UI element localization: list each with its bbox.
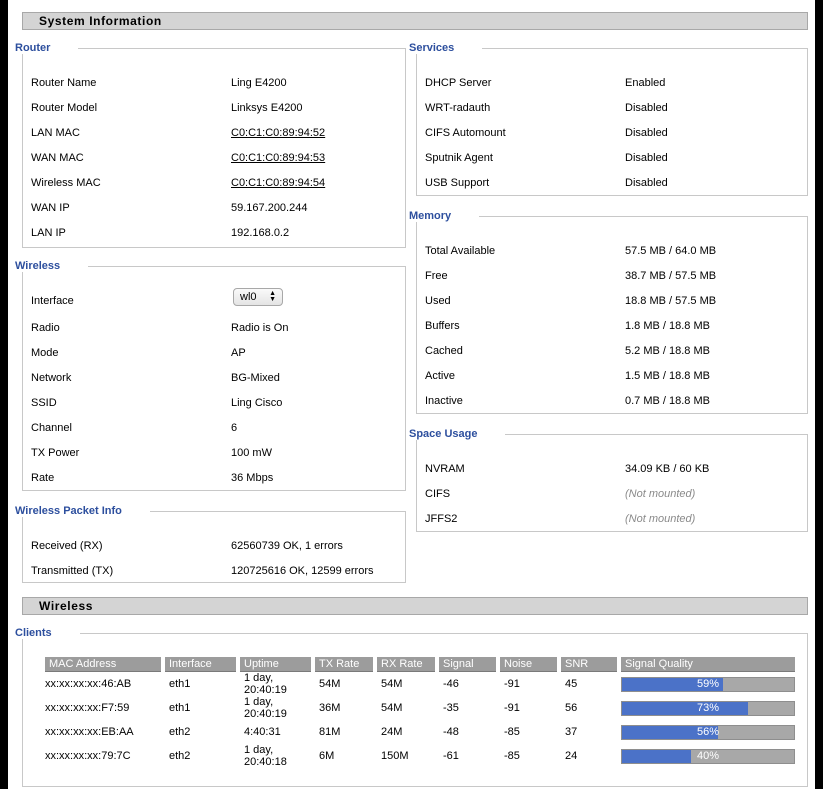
service-row [425, 102, 803, 127]
info-label: WAN IP [31, 202, 70, 214]
client-signal-text: -61 [443, 750, 459, 762]
memory-panel [409, 210, 808, 414]
service-row [425, 77, 803, 102]
client-rx-rate [377, 744, 435, 768]
info-label: Radio [31, 322, 60, 334]
info-label: Channel [31, 422, 72, 434]
info-label: Network [31, 372, 72, 384]
interface-select-value: wl0 [240, 291, 257, 303]
system-info-header: System Information [22, 12, 808, 30]
client-signal-text: -46 [443, 678, 459, 690]
services-panel [409, 42, 808, 196]
info-value: 100 mW [231, 447, 272, 459]
client-interface [165, 744, 236, 768]
signal-quality-label: 40% [696, 749, 720, 762]
client-snr [561, 720, 617, 744]
client-row [45, 720, 795, 744]
client-signal-quality [621, 720, 795, 744]
signal-quality-bar [621, 725, 795, 740]
signal-quality-label: 73% [696, 701, 720, 714]
info-value: (Not mounted) [625, 513, 696, 525]
info-value: 59.167.200.244 [231, 202, 308, 214]
client-rx-rate [377, 696, 435, 720]
router-row [31, 127, 401, 152]
mac-address-link[interactable]: C0:C1:C0:89:94:52 [231, 127, 326, 139]
signal-quality-label: 59% [696, 677, 720, 690]
router-legend: Router [15, 42, 78, 54]
wireless-legend: Wireless [15, 260, 88, 272]
interface-select[interactable] [233, 288, 283, 306]
mac-address-link[interactable]: C0:C1:C0:89:94:54 [231, 177, 326, 189]
client-mac [45, 720, 161, 744]
client-tx-rate-text: 54M [319, 678, 341, 690]
info-value: Ling Cisco [231, 397, 283, 409]
info-value: (Not mounted) [625, 488, 696, 500]
client-noise [500, 696, 557, 720]
client-mac-text: xx:xx:xx:xx:46:AB [45, 678, 132, 690]
info-label: TX Power [31, 447, 80, 459]
router-row [31, 77, 401, 102]
client-interface-text: eth1 [169, 678, 191, 690]
client-rx-rate-text: 54M [381, 678, 403, 690]
info-label: LAN IP [31, 227, 66, 239]
client-mac [45, 744, 161, 768]
info-value: BG-Mixed [231, 372, 280, 384]
client-signal-quality [621, 744, 795, 768]
client-noise-text: -91 [504, 678, 520, 690]
client-tx-rate [315, 720, 373, 744]
client-signal-text: -48 [443, 726, 459, 738]
client-rx-rate-text: 54M [381, 702, 403, 714]
space-panel [409, 428, 808, 532]
info-label: WAN MAC [31, 152, 84, 164]
memory-row [425, 245, 803, 270]
client-row [45, 696, 795, 720]
info-label: Active [425, 370, 455, 382]
wireless-row [31, 422, 401, 447]
memory-row [425, 395, 803, 420]
info-label: Free [425, 270, 448, 282]
col-header-signal-quality[interactable]: Signal Quality [621, 657, 795, 672]
packet-row [31, 565, 401, 590]
client-tx-rate-text: 6M [319, 750, 335, 762]
info-label: LAN MAC [31, 127, 80, 139]
client-noise [500, 744, 557, 768]
client-snr [561, 696, 617, 720]
info-label: Cached [425, 345, 463, 357]
client-noise-text: -85 [504, 726, 520, 738]
info-label: Transmitted (TX) [31, 565, 114, 577]
info-value: 192.168.0.2 [231, 227, 290, 239]
wireless-panel [15, 260, 406, 491]
client-mac [45, 672, 161, 696]
info-value: AP [231, 347, 246, 359]
space-row [425, 488, 803, 513]
router-row [31, 227, 401, 252]
info-value: Disabled [625, 177, 668, 189]
info-label: Sputnik Agent [425, 152, 493, 164]
info-label: USB Support [425, 177, 490, 189]
client-snr-text: 56 [565, 702, 578, 714]
wireless-row [31, 397, 401, 422]
info-value: 120725616 OK, 12599 errors [231, 565, 374, 577]
router-row [31, 202, 401, 227]
info-label: Router Model [31, 102, 98, 114]
client-interface-text: eth2 [169, 750, 191, 762]
client-noise-text: -85 [504, 750, 520, 762]
uptime-line: 20:40:18 [244, 756, 287, 768]
client-noise [500, 672, 557, 696]
memory-row [425, 270, 803, 295]
space-row [425, 513, 803, 538]
clients-table [41, 657, 799, 768]
packet-info-panel [15, 505, 406, 583]
client-tx-rate-text: 36M [319, 702, 341, 714]
info-label: Inactive [425, 395, 463, 407]
info-label: WRT-radauth [425, 102, 491, 114]
client-interface-text: eth2 [169, 726, 191, 738]
info-value: 38.7 MB / 57.5 MB [625, 270, 717, 282]
signal-quality-bar [621, 677, 795, 692]
info-value: Disabled [625, 102, 668, 114]
uptime-line: 1 day, [244, 672, 274, 684]
info-label: JFFS2 [425, 513, 458, 525]
client-snr [561, 672, 617, 696]
info-value: Ling E4200 [231, 77, 287, 89]
clients-panel [15, 627, 808, 787]
info-label: CIFS Automount [425, 127, 506, 139]
client-rx-rate [377, 720, 435, 744]
uptime-line: 20:40:19 [244, 708, 287, 720]
info-value: 18.8 MB / 57.5 MB [625, 295, 717, 307]
col-header-mac[interactable]: MAC Address [45, 657, 161, 672]
client-interface [165, 696, 236, 720]
info-value: Linksys E4200 [231, 102, 303, 114]
info-label: Router Name [31, 77, 97, 89]
client-signal [439, 720, 496, 744]
router-row [31, 102, 401, 127]
signal-quality-bar [621, 749, 795, 764]
wireless-row [31, 472, 401, 497]
wireless-section-header: Wireless [22, 597, 808, 615]
signal-quality-bar [621, 701, 795, 716]
info-value: 57.5 MB / 64.0 MB [625, 245, 717, 257]
client-mac [45, 696, 161, 720]
wireless-row [31, 372, 401, 397]
client-rx-rate-text: 150M [381, 750, 409, 762]
info-label: Used [425, 295, 451, 307]
client-signal [439, 744, 496, 768]
info-label: Buffers [425, 320, 460, 332]
client-interface-text: eth1 [169, 702, 191, 714]
client-tx-rate [315, 744, 373, 768]
info-value: 36 Mbps [231, 472, 274, 484]
router-panel [15, 42, 406, 248]
info-value: 0.7 MB / 18.8 MB [625, 395, 710, 407]
space-legend: Space Usage [409, 428, 505, 440]
col-header-rx-rate[interactable]: RX Rate [377, 657, 435, 672]
clients-header-row [45, 657, 795, 672]
info-label: NVRAM [425, 463, 465, 475]
service-row [425, 127, 803, 152]
memory-row [425, 370, 803, 395]
info-label: Received (RX) [31, 540, 103, 552]
info-label: Total Available [425, 245, 496, 257]
client-snr-text: 37 [565, 726, 578, 738]
client-uptime [240, 744, 311, 768]
client-uptime [240, 720, 311, 744]
space-row [425, 463, 803, 488]
col-header-signal[interactable]: Signal [439, 657, 496, 672]
client-mac-text: xx:xx:xx:xx:79:7C [45, 750, 131, 762]
memory-row [425, 295, 803, 320]
packet-info-legend: Wireless Packet Info [15, 505, 150, 517]
select-arrows-icon: ▲ ▼ [269, 290, 276, 303]
client-noise-text: -91 [504, 702, 520, 714]
client-signal [439, 672, 496, 696]
info-label: Wireless MAC [31, 177, 101, 189]
col-header-uptime[interactable]: Uptime [240, 657, 311, 672]
client-rx-rate-text: 24M [381, 726, 403, 738]
services-legend: Services [409, 42, 482, 54]
uptime-line: 1 day, [244, 696, 274, 708]
client-row [45, 744, 795, 768]
col-header-tx-rate[interactable]: TX Rate [315, 657, 373, 672]
mac-address-link[interactable]: C0:C1:C0:89:94:53 [231, 152, 326, 164]
info-label: CIFS [425, 488, 451, 500]
info-value: Disabled [625, 127, 668, 139]
info-value: Enabled [625, 77, 666, 89]
info-value: Disabled [625, 152, 668, 164]
service-row [425, 177, 803, 202]
client-uptime [240, 672, 311, 696]
client-snr [561, 744, 617, 768]
clients-legend: Clients [15, 627, 80, 639]
client-mac-text: xx:xx:xx:xx:F7:59 [45, 702, 130, 714]
client-signal [439, 696, 496, 720]
router-row [31, 177, 401, 202]
client-rx-rate [377, 672, 435, 696]
info-label: DHCP Server [425, 77, 492, 89]
signal-quality-label: 56% [696, 725, 720, 738]
info-value: 1.5 MB / 18.8 MB [625, 370, 710, 382]
client-tx-rate [315, 672, 373, 696]
info-value: 1.8 MB / 18.8 MB [625, 320, 710, 332]
client-signal-text: -35 [443, 702, 459, 714]
page [8, 0, 815, 789]
client-tx-rate [315, 696, 373, 720]
client-row [45, 672, 795, 696]
wireless-row [31, 347, 401, 372]
client-snr-text: 24 [565, 750, 578, 762]
info-value: 62560739 OK, 1 errors [231, 540, 343, 552]
client-noise [500, 720, 557, 744]
uptime-line: 1 day, [244, 744, 274, 756]
info-label: SSID [31, 397, 57, 409]
info-value: 5.2 MB / 18.8 MB [625, 345, 710, 357]
col-header-noise[interactable]: Noise [500, 657, 557, 672]
uptime-line: 4:40:31 [244, 726, 281, 738]
col-header-snr[interactable]: SNR [561, 657, 617, 672]
info-label: Mode [31, 347, 59, 359]
info-value: Radio is On [231, 322, 289, 334]
info-value: 6 [231, 422, 238, 434]
wireless-row [31, 322, 401, 347]
service-row [425, 152, 803, 177]
wireless-interface-label: Interface [31, 295, 74, 307]
client-interface [165, 720, 236, 744]
client-interface [165, 672, 236, 696]
memory-row [425, 320, 803, 345]
memory-legend: Memory [409, 210, 479, 222]
client-tx-rate-text: 81M [319, 726, 341, 738]
client-snr-text: 45 [565, 678, 578, 690]
uptime-line: 20:40:19 [244, 684, 287, 696]
client-signal-quality [621, 696, 795, 720]
wireless-row [31, 447, 401, 472]
packet-row [31, 540, 401, 565]
client-uptime [240, 696, 311, 720]
memory-row [425, 345, 803, 370]
col-header-interface[interactable]: Interface [165, 657, 236, 672]
client-mac-text: xx:xx:xx:xx:EB:AA [45, 726, 134, 738]
info-value: 34.09 KB / 60 KB [625, 463, 710, 475]
wireless-interface-row [31, 290, 401, 320]
client-signal-quality [621, 672, 795, 696]
router-row [31, 152, 401, 177]
info-label: Rate [31, 472, 55, 484]
